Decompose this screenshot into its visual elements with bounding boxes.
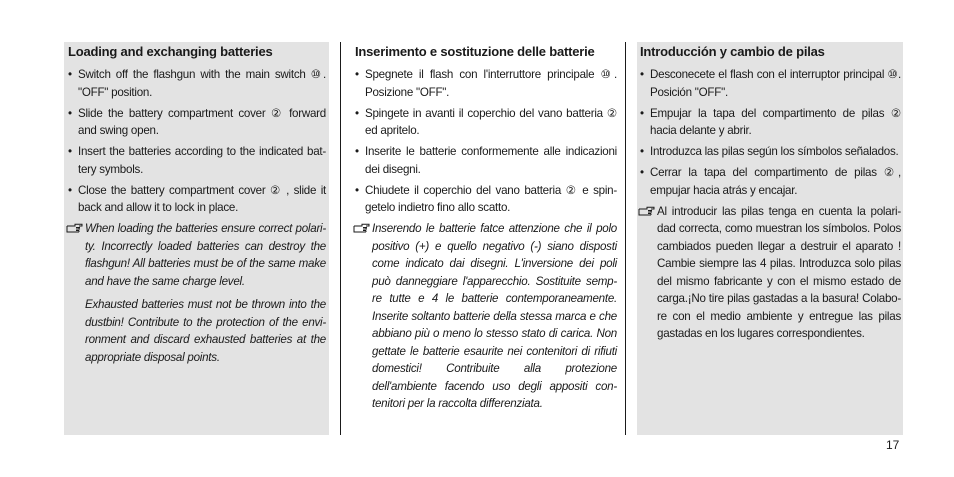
section-title-english: Loading and exchanging batteries	[68, 44, 273, 59]
note-paragraph: Inserendo le batterie fatce attenzione che il polo positivo (+) e quello negativo (-) siano disposti come indicato dai disegni. L'inversione dei poli può danneggiare l'apparecchio. Sostituite semp-re tutte e 4 le batterie contemporaneamente. Inserite soltanto batterie della stessa marca e che abbiano più o meno lo stesso stato di carica. Non gettate le batterie esaurite nei contenitori di rifiuti domestici! Contribuite alla protezione dell'ambiente facendo uso degli appositi con-tenitori per la raccolta differenziata.	[372, 222, 617, 410]
pointing-hand-icon	[353, 223, 370, 234]
list-item: • Chiudete il coperchio del vano batteria ② e spin-getelo indietro fino allo scatto.	[355, 182, 617, 217]
pointing-hand-icon	[638, 206, 655, 217]
note-spanish	[640, 203, 901, 343]
list-item: • Switch off the flashgun with the main switch ⑩. "OFF" position.	[68, 66, 326, 101]
list-item: • Slide the battery compartment cover ② forward and swing open.	[68, 105, 326, 140]
section-title-spanish: Introducción y cambio de pilas	[640, 44, 825, 59]
list-item: • Empujar la tapa del compartimento de pilas ② hacia delante y abrir.	[640, 105, 901, 140]
note-italian	[355, 220, 617, 413]
column-spanish	[637, 42, 903, 435]
note-paragraph: Al introducir las pilas tenga en cuenta la polari-dad correcta, como muestran los símbolos. Polos cambiados pueden llegar a destruir el aparato ! Cambie siempre las 4 pilas. Introduzca solo pilas del mismo fabricante y con el mismo estado de carga.¡No tire pilas gastadas a la basura! Colabo-re con el medio ambiente y entregue las pilas gastadas en los lugares correspondientes.	[657, 204, 901, 340]
list-item: • Inserite le batterie conformemente alle indicazioni dei disegni.	[355, 143, 617, 178]
list-item: • Spegnete il flash con l'interruttore principale ⑩. Posizione "OFF".	[355, 66, 617, 101]
instruction-list-italian	[355, 66, 617, 217]
list-item: • Insert the batteries according to the indicated bat-tery symbols.	[68, 143, 326, 178]
section-title-italian: Inserimento e sostituzione delle batterie	[355, 44, 595, 59]
pointing-hand-icon	[66, 223, 83, 234]
instruction-list-english	[68, 66, 326, 217]
page-number: 17	[886, 438, 900, 452]
list-item: • Desconecete el flash con el interruptor principal ⑩. Posición "OFF".	[640, 66, 901, 101]
note-paragraph: Exhausted batteries must not be thrown into the dustbin! Contribute to the protection of the envi-ronment and discard exhausted batteries at the appropriate disposal points.	[85, 298, 326, 364]
list-item: • Spingete in avanti il coperchio del vano batteria ② ed apritelo.	[355, 105, 617, 140]
list-item: • Cerrar la tapa del compartimento de pilas ②, empujar hacia atrás y encajar.	[640, 164, 901, 199]
note-english	[68, 220, 326, 366]
list-item: • Close the battery compartment cover ② , slide it back and allow it to lock in place.	[68, 182, 326, 217]
note-paragraph: When loading the batteries ensure correct polari-ty. Incorrectly loaded batteries can destroy the flashgun! All batteries must be of the same make and have the same charge level.	[85, 222, 326, 288]
instruction-list-spanish	[640, 66, 901, 199]
column-italian	[341, 42, 623, 435]
column-english	[64, 42, 329, 435]
column-divider	[625, 42, 626, 435]
list-item: • Introduzca las pilas según los símbolos señalados.	[640, 143, 901, 161]
